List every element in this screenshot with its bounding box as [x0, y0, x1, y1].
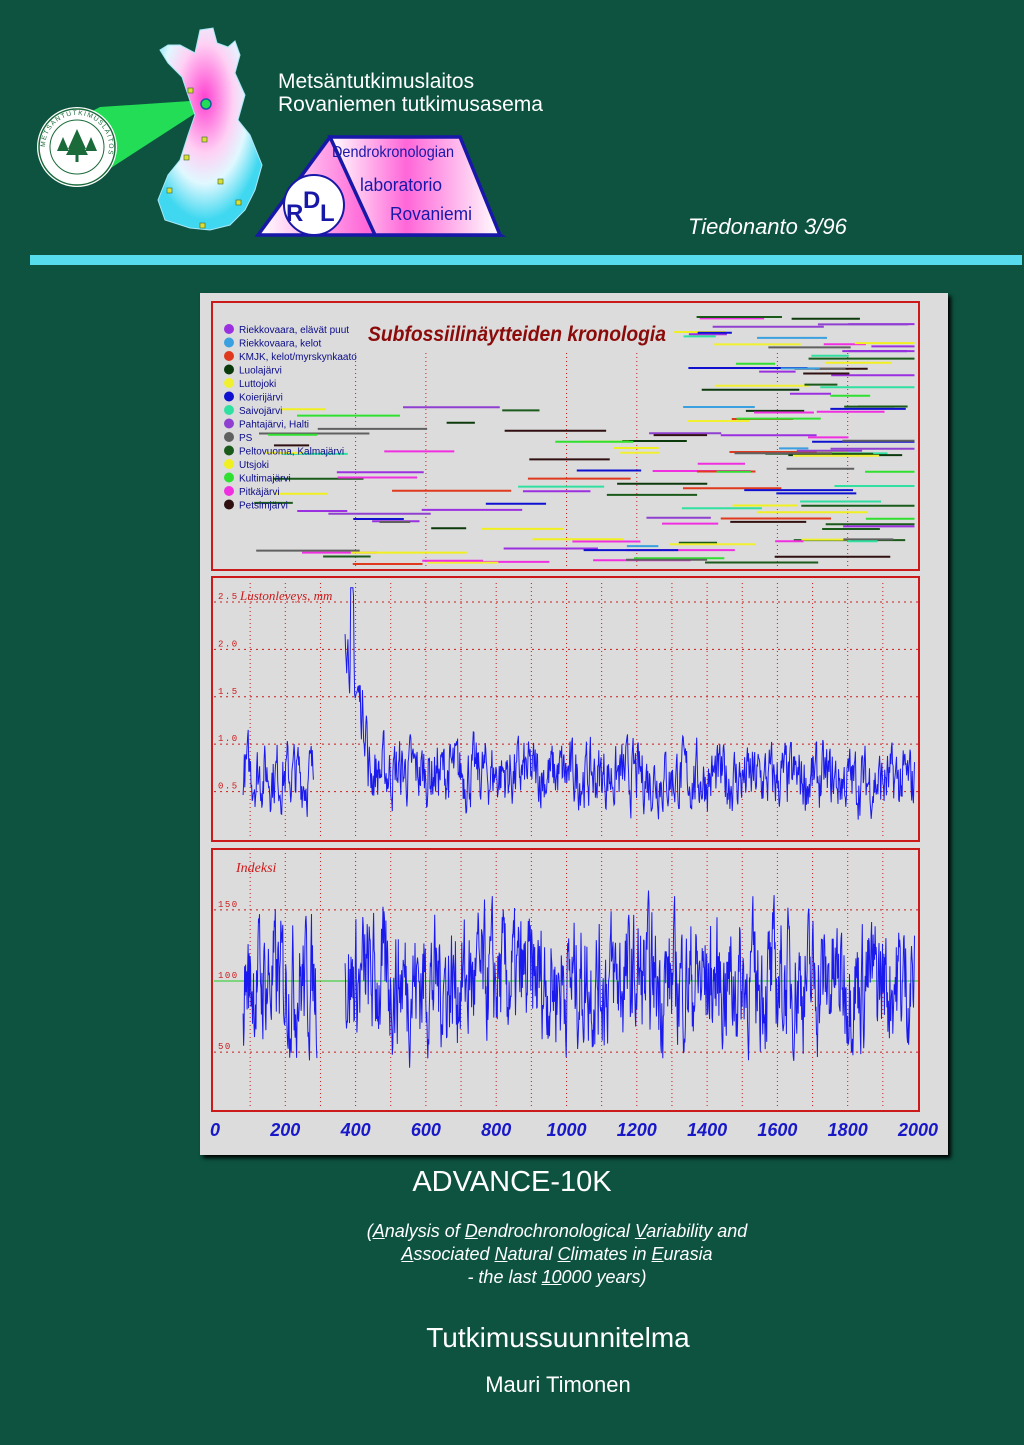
legend-marker — [224, 473, 234, 483]
x-tick-label: 1400 — [687, 1120, 728, 1140]
legend-label: Luolajärvi — [239, 365, 282, 377]
seal-emblem — [37, 107, 117, 187]
y-tick-label: 0.5 — [218, 781, 239, 792]
x-tick-label: 1800 — [827, 1120, 868, 1140]
legend-marker — [224, 486, 234, 496]
legend-marker — [224, 500, 234, 510]
org-name — [278, 70, 543, 116]
author-name: Mauri Timonen — [485, 1372, 631, 1397]
svg-text:R: R — [286, 200, 304, 227]
svg-text:METSÄNTUTKIMUSLAITOS: METSÄNTUTKIMUSLAITOS — [39, 109, 115, 157]
panel-width-frame — [212, 577, 919, 841]
finland-map — [158, 28, 262, 230]
lab-logo — [258, 137, 500, 235]
legend-marker — [224, 446, 234, 456]
legend-label: Pitkäjärvi — [239, 487, 280, 498]
chronology-figure — [200, 293, 948, 1155]
index-series — [243, 909, 317, 1060]
org-line1: Metsäntutkimuslaitos — [278, 70, 475, 93]
lab-line1: Dendrokronologian — [332, 144, 454, 161]
index-series — [345, 891, 914, 1068]
timeline-legend — [224, 324, 357, 512]
legend-label: KMJK, kelot/myrskynkaato — [239, 352, 357, 363]
legend-marker — [224, 365, 234, 375]
legend-marker — [224, 459, 234, 469]
y-tick-label: 2.0 — [218, 639, 239, 650]
width-ylabel: Lustonleveys, mm — [240, 588, 333, 603]
svg-text:L: L — [320, 200, 335, 227]
x-tick-label: 1000 — [546, 1120, 587, 1140]
legend-marker — [224, 405, 234, 415]
y-tick-label: 150 — [218, 899, 239, 910]
x-tick-label: 400 — [340, 1120, 371, 1140]
y-tick-label: 2.5 — [218, 591, 239, 602]
lab-line2: laboratorio — [360, 175, 442, 195]
x-tick-label: 2000 — [897, 1120, 939, 1140]
legend-marker — [224, 324, 234, 334]
width-series — [345, 588, 914, 820]
y-tick-label: 1.0 — [218, 734, 239, 745]
legend-label: Utsjoki — [239, 460, 270, 471]
x-tick-label: 800 — [481, 1120, 512, 1140]
document-type: Tutkimussuunnitelma — [426, 1322, 690, 1353]
x-axis — [210, 1120, 938, 1140]
legend-label: Saivojärvi — [239, 406, 283, 417]
legend-label: Petsimjärvi — [239, 500, 288, 512]
legend-label: Riekkovaara, elävät puut — [239, 325, 350, 336]
index-ylabel: Indeksi — [236, 861, 277, 876]
report-title: ADVANCE-10K — [412, 1166, 612, 1198]
timeline-title: Subfossiilinäytteiden kronologia — [368, 323, 667, 346]
figure-svg — [200, 293, 948, 1155]
legend-label: Peltovuoma, Kalmajärvi — [239, 446, 345, 458]
legend-label: Pahtajärvi, Halti — [239, 419, 310, 431]
series-label: Tiedonanto 3/96 — [688, 214, 847, 239]
panel-index-frame — [212, 849, 919, 1111]
legend-marker — [224, 392, 234, 402]
x-tick-label: 1200 — [616, 1120, 657, 1140]
y-tick-label: 100 — [218, 971, 239, 981]
logo-area — [30, 25, 510, 245]
legend-label: Koierijärvi — [239, 392, 283, 404]
legend-label: Riekkovaara, kelot — [239, 338, 322, 350]
org-line2: Rovaniemen tutkimusasema — [278, 93, 543, 116]
legend-marker — [224, 351, 234, 361]
width-series — [243, 730, 313, 817]
svg-text:D: D — [303, 187, 321, 214]
report-subtitle: (Analysis of Dendrochronological Variability and Associated Natural Climates in Eurasia - the last 10000 years) — [366, 1221, 748, 1287]
x-tick-label: 1600 — [757, 1120, 798, 1140]
legend-label: Luttojoki — [239, 379, 277, 390]
legend-label: PS — [239, 433, 253, 444]
x-tick-label: 600 — [410, 1120, 441, 1140]
x-tick-label: 0 — [209, 1120, 221, 1140]
legend-marker — [224, 378, 234, 388]
map-focus-marker — [201, 99, 211, 109]
legend-marker — [224, 338, 234, 348]
divider-band — [30, 255, 1022, 265]
legend-label: Kultimajärvi — [239, 473, 291, 485]
y-tick-label: 50 — [218, 1042, 232, 1053]
legend-marker — [224, 432, 234, 442]
index-panel — [214, 853, 918, 1109]
legend-marker — [224, 419, 234, 429]
lab-line3: Rovaniemi — [390, 204, 472, 224]
y-tick-label: 1.5 — [218, 686, 239, 697]
x-tick-label: 200 — [270, 1120, 301, 1140]
width-panel — [214, 583, 918, 839]
